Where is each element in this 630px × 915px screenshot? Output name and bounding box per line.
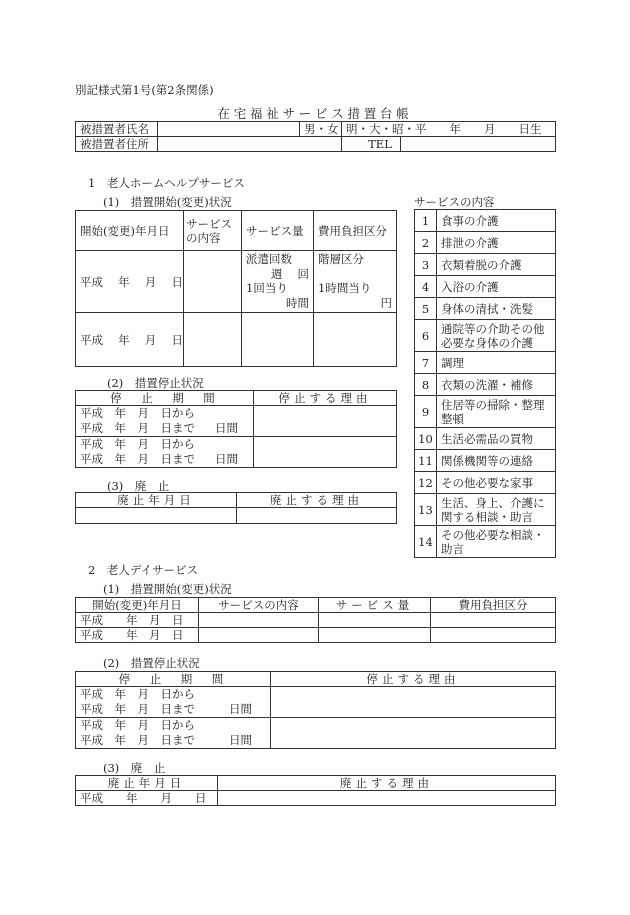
col-cost: 費用負担区分	[314, 211, 397, 251]
start-date-1[interactable]: 平成 年 月 日	[76, 613, 199, 628]
stop-reason-2[interactable]	[271, 718, 556, 749]
col-stop-period: 停 止 期 間	[76, 672, 271, 687]
services-table	[414, 209, 556, 558]
col-service-content: サービスの内容	[184, 211, 242, 251]
stop-until: 平成 年 月 日まで	[80, 421, 195, 435]
service-amount-1[interactable]	[242, 251, 314, 313]
stop-until: 平成 年 月 日まで	[80, 733, 195, 747]
service-content-2[interactable]	[184, 313, 242, 367]
page-title: 在宅福祉サービス措置台帳	[217, 106, 413, 121]
stop-period-2[interactable]	[76, 437, 254, 468]
service-amount-2[interactable]	[242, 313, 314, 367]
section2-title: 2 老人デイサービス	[88, 563, 199, 577]
stop-until: 平成 年 月 日まで	[80, 702, 195, 716]
col-abolish-date: 廃止年月日	[76, 776, 218, 791]
address-field[interactable]	[158, 137, 342, 152]
start-date-2[interactable]: 平成 年 月 日	[76, 628, 199, 643]
service-no: 1	[415, 210, 437, 232]
section2-abolish-title: (3) 廃 止	[103, 761, 166, 775]
dispatch-count-label: 派遣回数	[246, 252, 292, 266]
service-no: 10	[415, 428, 437, 450]
section2-start-title: (1) 措置開始(変更)状況	[103, 582, 232, 596]
weekly-count: 週 回	[270, 266, 309, 281]
stop-reason-1[interactable]	[254, 406, 397, 437]
stop-from: 平成 年 月 日から	[80, 687, 195, 701]
col-abolish-reason: 廃止する理由	[218, 776, 556, 791]
start-date-2[interactable]: 平成 年 月 日	[76, 313, 184, 367]
form-number: 別記様式第1号(第2条関係)	[75, 83, 214, 97]
service-no: 2	[415, 232, 437, 254]
section2-start-table	[75, 597, 556, 643]
service-content-2[interactable]	[199, 628, 319, 643]
cost-1[interactable]	[314, 251, 397, 313]
col-start-date: 開始(変更)年月日	[76, 598, 199, 613]
service-item: 関係機関等の連絡	[437, 450, 556, 472]
section1-start-title: (1) 措置開始(変更)状況	[103, 195, 232, 209]
services-title: サービスの内容	[414, 195, 495, 209]
stop-from: 平成 年 月 日から	[80, 437, 195, 451]
section1-abolish-title: (3) 廃 止	[107, 479, 170, 493]
service-no: 13	[415, 494, 437, 526]
service-item: 入浴の介護	[437, 276, 556, 298]
address-label: 被措置者住所	[76, 137, 158, 152]
stop-days: 日間	[215, 452, 238, 466]
header-table	[75, 121, 556, 152]
service-no: 7	[415, 352, 437, 374]
section1-start-table	[75, 210, 397, 367]
col-service-amount: サービス量	[319, 598, 431, 613]
service-no: 14	[415, 526, 437, 558]
service-item: 排泄の介護	[437, 232, 556, 254]
stop-until: 平成 年 月 日まで	[80, 452, 195, 466]
section2-stop-table	[75, 671, 556, 749]
stop-from: 平成 年 月 日から	[80, 718, 195, 732]
section1-stop-table	[75, 390, 397, 468]
service-no: 12	[415, 472, 437, 494]
service-no: 9	[415, 396, 437, 428]
sex-field[interactable]: 男・女	[300, 122, 342, 137]
per-hour-label: 1時間当り	[318, 281, 372, 295]
abolish-reason-1[interactable]	[237, 508, 397, 524]
stop-days: 日間	[215, 421, 238, 435]
per-visit-label: 1回当り	[246, 281, 288, 295]
service-no: 11	[415, 450, 437, 472]
col-cost: 費用負担区分	[431, 598, 556, 613]
service-item: 通院等の介助その他必要な身体の介護	[437, 320, 556, 352]
service-item: その他必要な相談・助言	[437, 526, 556, 558]
service-item: 身体の清拭・洗髪	[437, 298, 556, 320]
service-item: その他必要な家事	[437, 472, 556, 494]
name-field[interactable]	[158, 122, 300, 137]
stop-from: 平成 年 月 日から	[80, 406, 195, 420]
col-stop-reason: 停止する理由	[271, 672, 556, 687]
abolish-date-1[interactable]: 平成 年 月 日	[76, 791, 218, 806]
service-item: 食事の介護	[437, 210, 556, 232]
tel-field[interactable]	[342, 137, 556, 152]
cost-2[interactable]	[431, 628, 556, 643]
service-item: 衣類着脱の介護	[437, 254, 556, 276]
section1-title: 1 老人ホームヘルプサービス	[88, 176, 245, 190]
col-stop-reason: 停止する理由	[254, 391, 397, 406]
section1-abolish-table	[75, 492, 397, 524]
service-no: 5	[415, 298, 437, 320]
service-no: 6	[415, 320, 437, 352]
service-item: 生活必需品の買物	[437, 428, 556, 450]
service-item: 衣類の洗濯・補修	[437, 374, 556, 396]
section1-stop-title: (2) 措置停止状況	[107, 376, 204, 390]
tel-label: TEL	[360, 137, 401, 151]
stop-reason-2[interactable]	[254, 437, 397, 468]
col-service-content: サービスの内容	[199, 598, 319, 613]
stop-period-2[interactable]	[76, 718, 271, 749]
abolish-date-1[interactable]	[76, 508, 237, 524]
section2-stop-title: (2) 措置停止状況	[103, 656, 200, 670]
tier-label: 階層区分	[318, 252, 364, 266]
abolish-reason-1[interactable]	[218, 791, 556, 806]
col-start-date: 開始(変更)年月日	[76, 211, 184, 251]
section2-abolish-table	[75, 775, 556, 806]
service-amount-2[interactable]	[319, 628, 431, 643]
cost-1[interactable]	[431, 613, 556, 628]
name-label: 被措置者氏名	[76, 122, 158, 137]
yen-label: 円	[380, 295, 392, 310]
stop-days: 日間	[229, 702, 252, 716]
service-content-1[interactable]	[199, 613, 319, 628]
stop-reason-1[interactable]	[271, 687, 556, 718]
service-content-1[interactable]	[184, 251, 242, 313]
col-stop-period: 停 止 期 間	[76, 391, 254, 406]
col-abolish-date: 廃止年月日	[76, 493, 237, 508]
hours-label: 時間	[286, 295, 309, 310]
service-no: 8	[415, 374, 437, 396]
birth-field[interactable]: 明・大・昭・平 年 月 日生	[342, 122, 556, 137]
service-no: 3	[415, 254, 437, 276]
service-item: 生活、身上、介護に関する相談・助言	[437, 494, 556, 526]
service-item: 住居等の掃除・整理整頓	[437, 396, 556, 428]
col-abolish-reason: 廃止する理由	[237, 493, 397, 508]
stop-period-1[interactable]	[76, 406, 254, 437]
service-item: 調理	[437, 352, 556, 374]
service-amount-1[interactable]	[319, 613, 431, 628]
service-no: 4	[415, 276, 437, 298]
col-service-amount: サービス量	[242, 211, 314, 251]
start-date-1[interactable]: 平成 年 月 日	[76, 251, 184, 313]
stop-days: 日間	[229, 733, 252, 747]
cost-2[interactable]	[314, 313, 397, 367]
stop-period-1[interactable]	[76, 687, 271, 718]
